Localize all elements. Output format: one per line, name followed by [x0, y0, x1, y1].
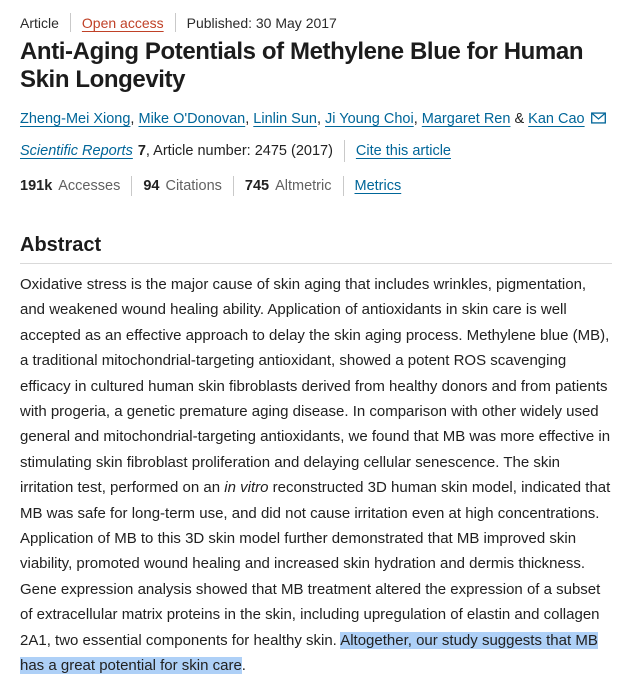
meta-divider — [175, 13, 176, 32]
article-number: , Article number: 2475 (2017) — [145, 143, 333, 159]
page-title: Anti-Aging Potentials of Methylene Blue for Human Skin Longevity — [20, 38, 584, 93]
author-separator: , — [316, 111, 326, 127]
author-separator: & — [510, 111, 529, 127]
citations-count: 94 — [143, 178, 160, 194]
abstract-paragraph — [20, 272, 612, 679]
author-separator: , — [245, 111, 254, 127]
altmetric-label: Altmetric — [275, 178, 332, 194]
author-link[interactable]: Linlin Sun — [253, 111, 317, 127]
journal-volume: 7 — [137, 143, 146, 159]
meta-divider — [70, 13, 71, 32]
altmetric-count: 745 — [244, 178, 270, 194]
accesses-count: 191k — [20, 178, 53, 194]
author-separator: , — [413, 111, 422, 127]
abstract-segment: . — [241, 657, 246, 675]
citations-label: Citations — [165, 178, 222, 194]
author-link[interactable]: Margaret Ren — [421, 111, 511, 127]
author-link[interactable]: Zheng-Mei Xiong — [20, 111, 131, 127]
article-type-label: Article — [20, 14, 59, 31]
accesses-label: Accesses — [58, 178, 121, 194]
author-separator: , — [130, 111, 139, 127]
author-link[interactable]: Mike O'Donovan — [138, 111, 246, 127]
section-divider — [20, 263, 612, 264]
envelope-icon[interactable] — [591, 112, 606, 124]
abstract-segment: reconstructed 3D human skin model, indicated that MB was safe for long-term use, and did not cause irritation even at high concentrations. Application of MB to this 3D skin model further demonstrated that MB improved skin viability, promoted wound healing and increased skin hydration and dermis thickness. Gene expression analysis showed that MB treatment altered the expression of a subset of extracellular matrix proteins in the skin, including upregulation of elastin and collagen 2A1, two essential components for healthy skin. — [20, 479, 611, 649]
metrics-divider — [343, 176, 344, 196]
metrics-link[interactable]: Metrics — [354, 178, 402, 194]
journal-citation-row — [20, 141, 612, 161]
abstract-heading: Abstract — [20, 234, 102, 256]
abstract-segment: Oxidative stress is the major cause of skin aging that includes wrinkles, pigmentation, and weakened wound healing ability. Application of antioxidants in skin care is well accepted as an effective approach to delay the skin aging process. Methylene blue (MB), a traditional mitochondrial-targeting antioxidant, showed a potent ROS scavenging efficacy in cultured human skin fibroblasts derived from healthy donors and from patients with progeria, a genetic premature aging disease. In comparison with other widely used general and mitochondrial-targeting antioxidants, we found that MB was more effective in stimulating skin fibroblast proliferation and delaying cellular senescence. The skin irritation test, performed on an — [20, 276, 611, 497]
article-meta-row — [20, 13, 612, 32]
abstract-segment-italic: in vitro — [224, 479, 269, 497]
metrics-row — [20, 176, 612, 196]
metrics-divider — [131, 176, 132, 196]
journal-divider — [344, 140, 345, 162]
authors-line — [20, 110, 612, 128]
abstract-segment-selected: Altogether, our study suggests that MB has a great potential for skin care — [20, 631, 598, 675]
published-date: Published: 30 May 2017 — [186, 14, 337, 31]
journal-link[interactable]: Scientific Reports — [20, 143, 133, 159]
cite-this-article-link[interactable]: Cite this article — [355, 143, 451, 159]
author-link[interactable]: Kan Cao — [528, 111, 585, 127]
author-link[interactable]: Ji Young Choi — [325, 111, 414, 127]
open-access-link[interactable]: Open access — [81, 14, 164, 31]
metrics-divider — [233, 176, 234, 196]
